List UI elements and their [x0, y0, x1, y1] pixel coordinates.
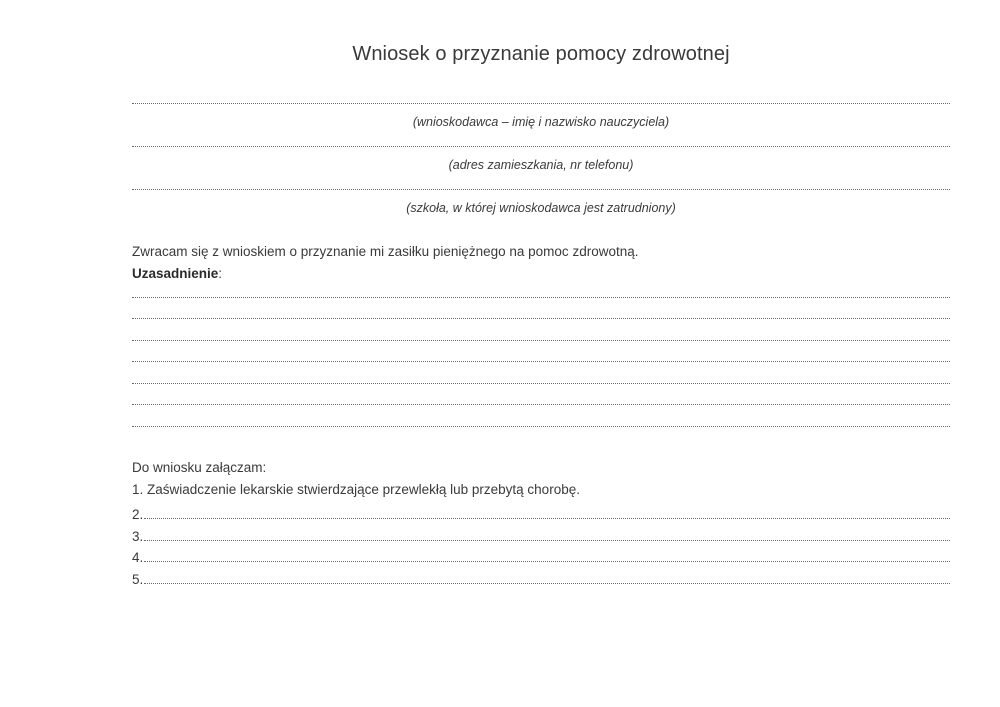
- justification-label: Uzasadnienie: [132, 266, 219, 281]
- justification-line-2[interactable]: [132, 318, 950, 319]
- justification-line-6[interactable]: [132, 404, 950, 405]
- applicant-address-field[interactable]: [132, 146, 950, 147]
- attachment-fill-line-3[interactable]: [144, 540, 950, 541]
- attachment-item-1: 1. Zaświadczenie lekarskie stwierdzające przewlekłą lub przebytą chorobę.: [132, 482, 580, 497]
- justification-line-3[interactable]: [132, 340, 950, 341]
- applicant-school-field[interactable]: [132, 189, 950, 190]
- justification-colon: :: [218, 266, 223, 281]
- attachments-heading: Do wniosku załączam:: [132, 460, 267, 475]
- justification-line-1[interactable]: [132, 297, 950, 298]
- applicant-school-caption: (szkoła, w której wnioskodawca jest zatrudniony): [406, 201, 676, 215]
- justification-heading: [132, 266, 222, 281]
- page-title: Wniosek o przyznanie pomocy zdrowotnej: [352, 43, 730, 65]
- attachment-number-3: 3.: [132, 528, 144, 544]
- attachment-item-2[interactable]: [132, 503, 950, 521]
- attachment-number-2: 2.: [132, 506, 144, 522]
- application-form: [132, 0, 950, 707]
- attachment-fill-line-4[interactable]: [144, 561, 950, 562]
- applicant-name-field[interactable]: [132, 103, 950, 104]
- attachment-item-4[interactable]: [132, 546, 950, 564]
- attachment-number-5: 5.: [132, 571, 144, 587]
- justification-line-4[interactable]: [132, 361, 950, 362]
- request-statement: Zwracam się z wnioskiem o przyznanie mi zasiłku pieniężnego na pomoc zdrowotną.: [132, 244, 639, 259]
- applicant-address-caption: (adres zamieszkania, nr telefonu): [448, 158, 634, 172]
- attachment-fill-line-2[interactable]: [144, 518, 950, 519]
- applicant-name-caption: (wnioskodawca – imię i nazwisko nauczyciela): [412, 115, 670, 129]
- attachment-fill-line-5[interactable]: [144, 583, 950, 584]
- justification-line-5[interactable]: [132, 383, 950, 384]
- attachment-item-3[interactable]: [132, 525, 950, 543]
- attachment-number-4: 4.: [132, 549, 144, 565]
- attachment-item-5[interactable]: [132, 568, 950, 586]
- justification-line-7[interactable]: [132, 426, 950, 427]
